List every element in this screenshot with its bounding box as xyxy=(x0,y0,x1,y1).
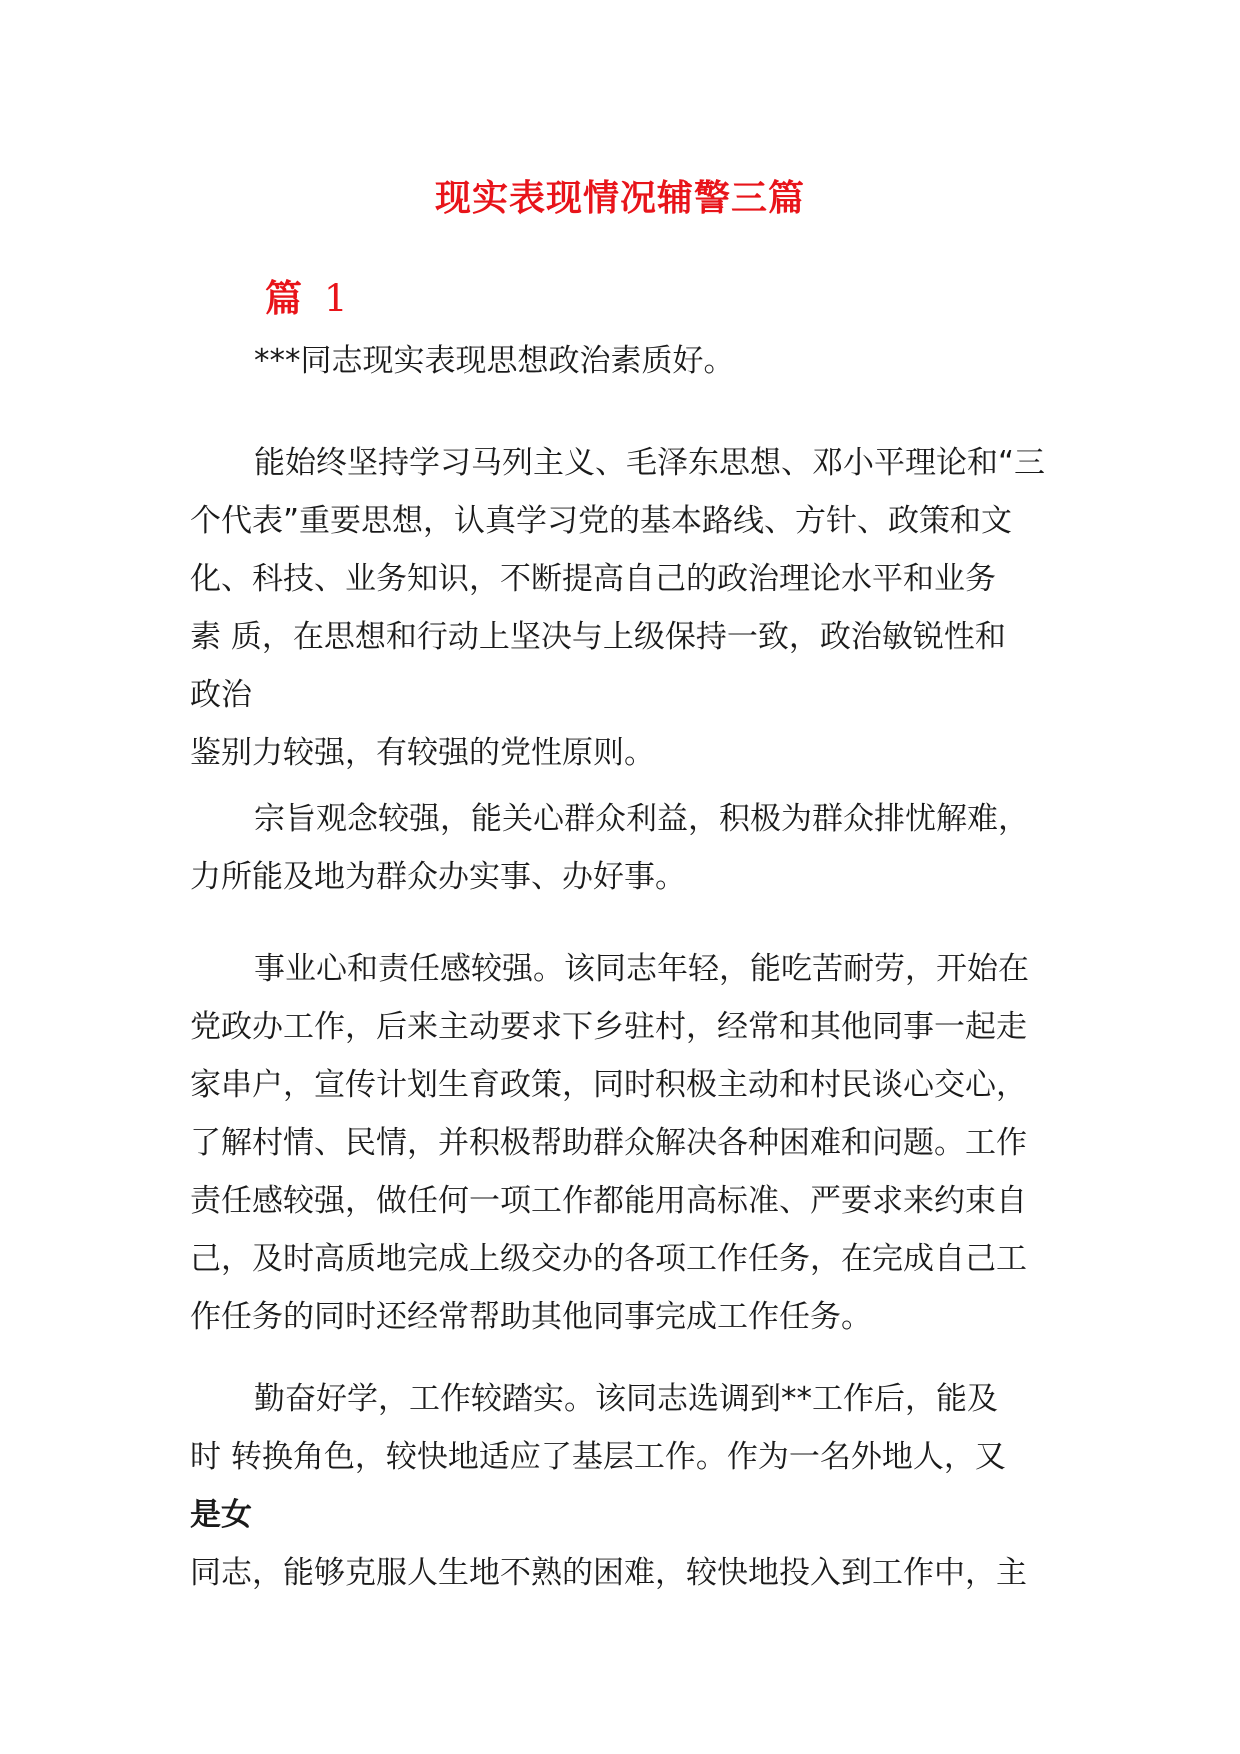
paragraph-line: 己，及时高质地完成上级交办的各项工作任务，在完成自己工 xyxy=(190,1241,1027,1277)
paragraph-5 xyxy=(190,1370,1070,1602)
document-title: 现实表现情况辅警三篇 xyxy=(434,178,805,219)
paragraph-4 xyxy=(190,940,1070,1346)
paragraph-line: 家串户，宣传计划生育政策，同时积极主动和村民谈心交心， xyxy=(190,1067,1027,1103)
paragraph-line: 勤奋好学，工作较踏实。该同志选调到**工作后，能及 xyxy=(254,1381,998,1417)
section-number: 1 xyxy=(324,277,348,320)
paragraph-line: 事业心和责任感较强。该同志年轻，能吃苦耐劳，开始在 xyxy=(254,951,1029,987)
paragraph-line: 能始终坚持学习马列主义、毛泽东思想、邓小平理论和“三 xyxy=(254,445,1046,481)
paragraph-line: 时 转换角色，较快地适应了基层工作。作为一名外地人，又 xyxy=(190,1439,1006,1475)
section-heading xyxy=(265,268,348,322)
paragraph-line: 素 质，在思想和行动上坚决与上级保持一致，政治敏锐性和 xyxy=(190,619,1006,655)
paragraph-line: ***同志现实表现思想政治素质好。 xyxy=(254,343,735,379)
paragraph-2 xyxy=(190,434,1070,782)
paragraph-3 xyxy=(190,790,1070,906)
section-label: 篇 xyxy=(265,276,302,320)
paragraph-line: 化、科技、业务知识，不断提高自己的政治理论水平和业务 xyxy=(190,561,996,597)
paragraph-line: 政治 xyxy=(190,677,252,713)
paragraph-line: 党政办工作，后来主动要求下乡驻村，经常和其他同事一起走 xyxy=(190,1009,1027,1045)
paragraph-line: 力所能及地为群众办实事、办好事。 xyxy=(190,859,686,895)
paragraph-line: 同志，能够克服人生地不熟的困难，较快地投入到工作中，主 xyxy=(190,1555,1027,1591)
paragraph-line: 了解村情、民情，并积极帮助群众解决各种困难和问题。工作 xyxy=(190,1125,1027,1161)
paragraph-line: 宗旨观念较强，能关心群众利益，积极为群众排忧解难， xyxy=(254,801,1029,837)
paragraph-line: 责任感较强，做任何一项工作都能用高标准、严要求来约束自 xyxy=(190,1183,1027,1219)
paragraph-1 xyxy=(190,332,1070,390)
paragraph-line: 鉴别力较强，有较强的党性原则。 xyxy=(190,735,655,771)
paragraph-line: 是女 xyxy=(190,1497,252,1533)
paragraph-line: 个代表”重要思想，认真学习党的基本路线、方针、政策和文 xyxy=(190,503,1013,539)
paragraph-line: 作任务的同时还经常帮助其他同事完成工作任务。 xyxy=(190,1299,872,1335)
